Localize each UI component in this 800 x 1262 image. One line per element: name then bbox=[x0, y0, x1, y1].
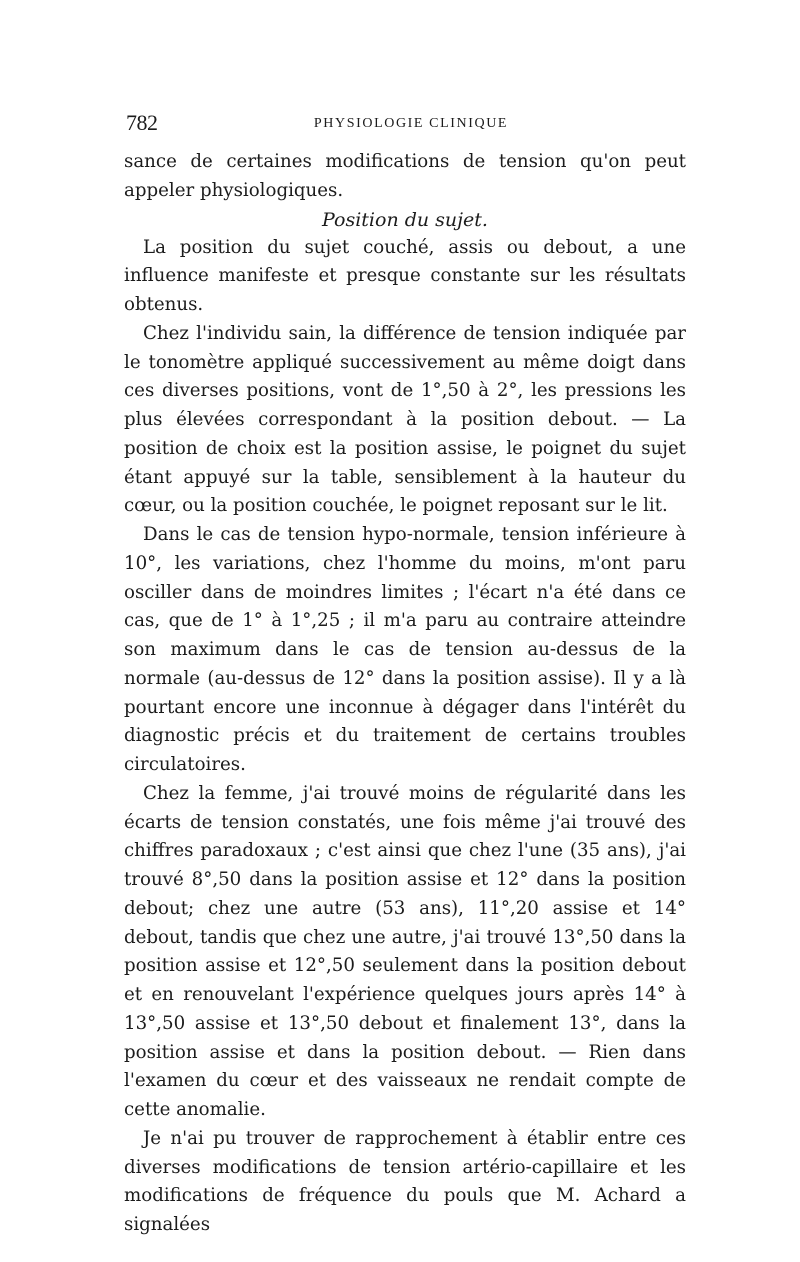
section-title: Position du sujet. bbox=[322, 208, 488, 231]
paragraph: Chez l'individu sain, la différence de tension indiquée par le tonomètre appliqué successivement au même doigt dans ces diverses positions, vont de 1°,50 à 2°, les pressions les plus élevées correspondant à la position debout. — La position de choix est la position assise, le poignet du sujet étant appuyé sur la table, sensiblement à la hauteur du cœur, ou la position couchée, le poignet reposant sur le lit. bbox=[124, 322, 686, 517]
page-number: 782 bbox=[126, 110, 158, 135]
running-head: PHYSIOLOGIE CLINIQUE bbox=[313, 116, 509, 131]
paragraph-intro: sance de certaines modifications de tension qu'on peut appeler physiologiques. bbox=[124, 151, 686, 201]
paragraph: Dans le cas de tension hypo-normale, tension inférieure à 10°, les variations, chez l'homme du moins, m'ont paru osciller dans de moindres limites ; l'écart n'a été dans ce cas, que de 1° à 1°,25 ; il m'a paru au contraire atteindre son maximum dans le cas de tension au-dessus de la normale (au-dessus de 12° dans la position assise). Il y a là pourtant encore une inconnue à dégager dans l'intérêt du diagnostic précis et du traitement de certains troubles circulatoires. bbox=[124, 524, 686, 775]
page-header bbox=[126, 110, 696, 140]
paragraph: Chez la femme, j'ai trouvé moins de régularité dans les écarts de tension constatés, une fois même j'ai trouvé des chiffres paradoxaux ; c'est ainsi que chez l'une (35 ans), j'ai trouvé 8°,50 dans la position assise et 12° dans la position debout; chez une autre (53 ans), 11°,20 assise et 14° debout, tandis que chez une autre, j'ai trouvé 13°,50 dans la position assise et 12°,50 seulement dans la position debout et en renouvelant l'expérience quelques jours après 14° à 13°,50 assise et 13°,50 debout et finalement 13°, dans la position assise et dans la position debout. — Rien dans l'examen du cœur et des vaisseaux ne rendait compte de cette anomalie. bbox=[124, 782, 686, 1120]
body-text bbox=[124, 148, 686, 1240]
paragraph: La position du sujet couché, assis ou debout, a une influence manifeste et presque constante sur les résultats obtenus. bbox=[124, 236, 686, 315]
paragraph: Je n'ai pu trouver de rapprochement à établir entre ces diverses modifications de tension artério-capillaire et les modifications de fréquence du pouls que M. Achard a signalées bbox=[124, 1127, 686, 1235]
